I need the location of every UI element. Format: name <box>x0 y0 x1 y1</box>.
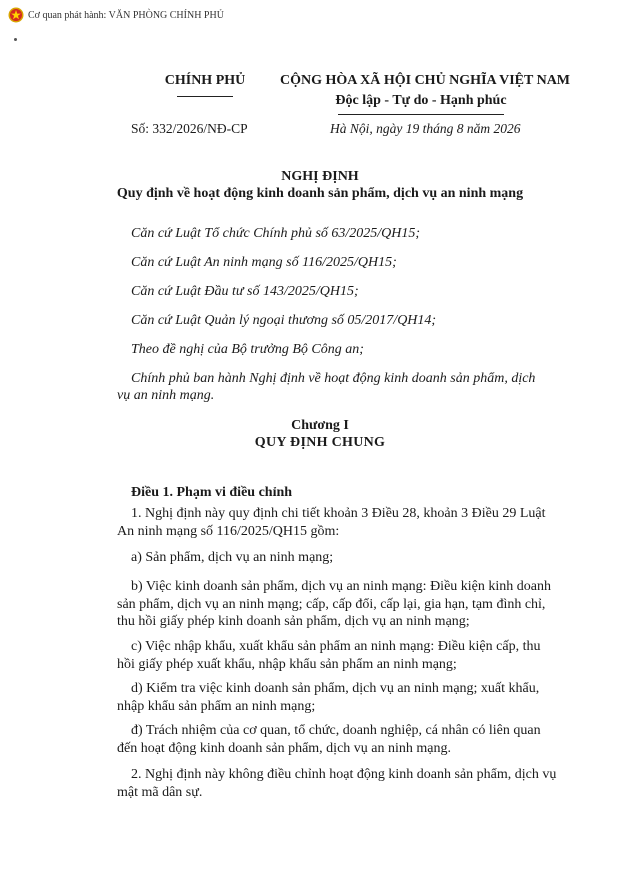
publisher-text: Cơ quan phát hành: VĂN PHÒNG CHÍNH PHỦ <box>28 9 224 21</box>
enactment-clause: Chính phủ ban hành Nghị định về hoạt động kinh doanh sản phẩm, dịch vụ an ninh mạng. <box>117 371 536 403</box>
place-date: Hà Nội, ngày 19 tháng 8 năm 2026 <box>330 121 521 136</box>
chapter-title: QUY ĐỊNH CHUNG <box>254 435 386 450</box>
legal-basis-item: Căn cứ Luật Quản lý ngoại thương số 05/2017/QH14; <box>131 313 437 328</box>
legal-basis-item: Căn cứ Luật An ninh mạng số 116/2025/QH15; <box>131 255 397 270</box>
national-title-block <box>280 72 571 115</box>
agency-name: CHÍNH PHỦ <box>164 73 246 88</box>
motto-underline <box>338 114 504 115</box>
national-title: CỘNG HÒA XÃ HỘI CHỦ NGHĨA VIỆT NAM <box>280 73 571 88</box>
article-paragraph: c) Việc nhập khẩu, xuất khẩu sản phẩm an ninh mạng: Điều kiện cấp, thu hồi giấy phép xuất khẩu, nhập khẩu sản phẩm an ninh mạng; <box>117 639 541 672</box>
article-paragraph: 2. Nghị định này không điều chỉnh hoạt động kinh doanh sản phẩm, dịch vụ mật mã dân sự. <box>117 767 557 800</box>
chapter-number: Chương I <box>291 418 349 433</box>
agency-block <box>140 72 270 97</box>
document-number: Số: 332/2026/NĐ-CP <box>131 121 248 136</box>
publisher-bar <box>8 6 224 24</box>
document-subject: Quy định về hoạt động kinh doanh sản phẩm, dịch vụ an ninh mạng <box>116 186 524 201</box>
article-paragraph: 1. Nghị định này quy định chi tiết khoản 3 Điều 28, khoản 3 Điều 29 Luật An ninh mạng số 116/2025/QH15 gồm: <box>117 506 546 539</box>
article-paragraph: b) Việc kinh doanh sản phẩm, dịch vụ an ninh mạng: Điều kiện kinh doanh sản phẩm, dịch vụ an ninh mạng; cấp, cấp đổi, cấp lại, gia hạn, tạm đình chỉ, thu hồi giấy phép kinh doanh sản phẩm, dịch vụ an ninh mạng; <box>117 579 551 629</box>
legal-basis-item: Theo đề nghị của Bộ trưởng Bộ Công an; <box>131 342 364 357</box>
legal-basis-item: Căn cứ Luật Đầu tư số 143/2025/QH15; <box>131 284 359 299</box>
scan-speck <box>14 38 17 41</box>
national-emblem-icon <box>8 7 24 23</box>
document-type: NGHỊ ĐỊNH <box>281 169 359 184</box>
article-paragraph: a) Sản phẩm, dịch vụ an ninh mạng; <box>131 550 334 565</box>
legal-basis-item: Căn cứ Luật Tổ chức Chính phủ số 63/2025/QH15; <box>131 226 421 241</box>
article-title: Điều 1. Phạm vi điều chỉnh <box>131 485 293 500</box>
agency-underline <box>177 96 233 97</box>
article-paragraph: d) Kiểm tra việc kinh doanh sản phẩm, dịch vụ an ninh mạng; xuất khẩu, nhập khẩu sản phẩm an ninh mạng; <box>117 681 540 714</box>
national-motto: Độc lập - Tự do - Hạnh phúc <box>335 93 507 108</box>
article-paragraph: đ) Trách nhiệm của cơ quan, tổ chức, doanh nghiệp, cá nhân có liên quan đến hoạt động kinh doanh sản phẩm, dịch vụ an ninh mạng. <box>117 723 541 756</box>
